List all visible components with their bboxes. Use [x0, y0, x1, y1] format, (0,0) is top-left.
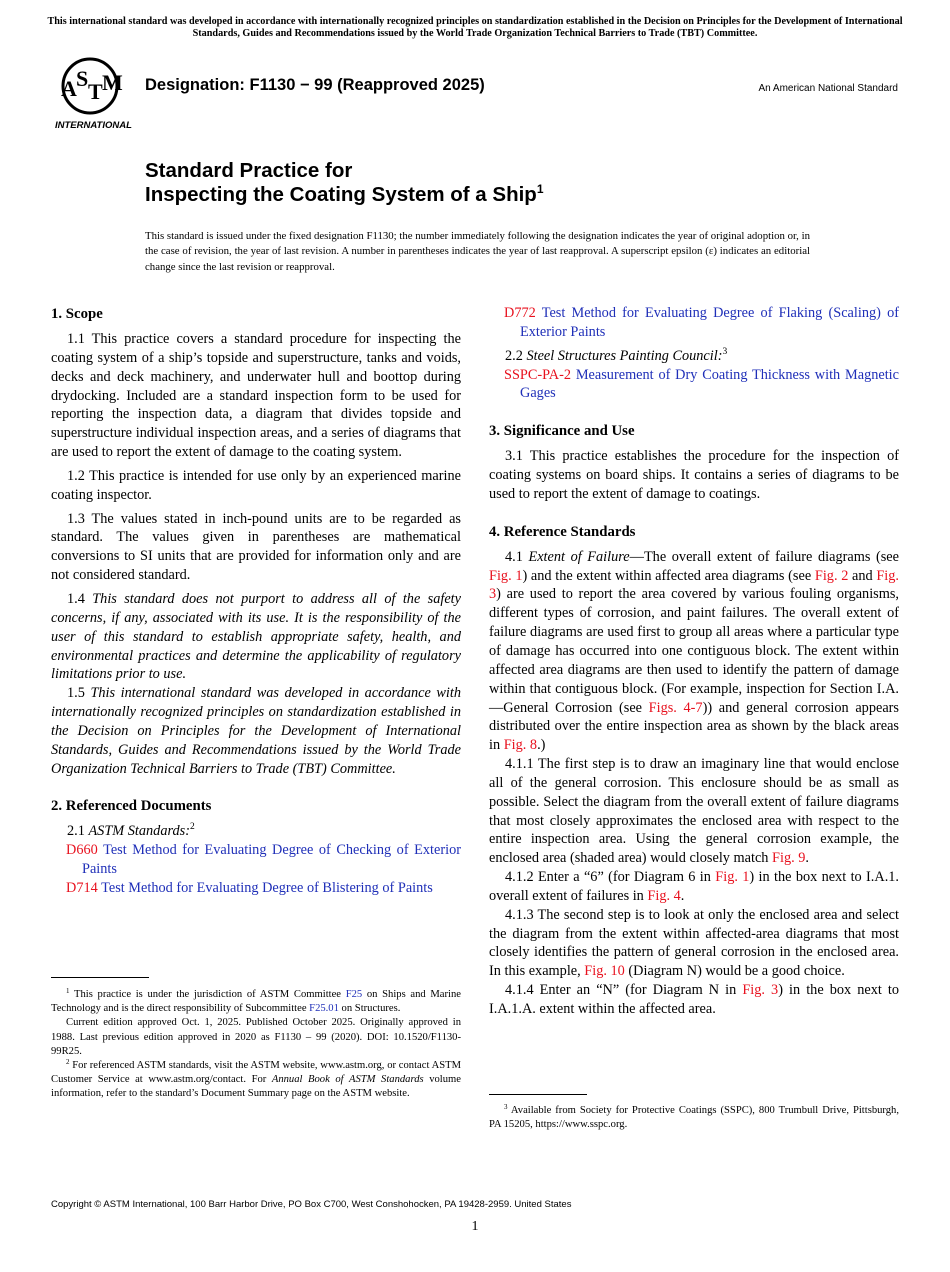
- link-fig-9[interactable]: Fig. 9: [772, 850, 806, 867]
- astm-logo: [52, 56, 136, 132]
- para-3-1: 3.1 This practice establishes the procedure for the inspection of coating systems on board ships. It contains a series of diagrams to be used to report the extent of damage to coatings.: [489, 448, 899, 502]
- link-fig-8[interactable]: Fig. 8: [503, 737, 538, 754]
- footnote-2: $^2$ For referenced ASTM standards, visit the ASTM website, www.astm.org, or contact ASTM Customer Service at www.astm.org/contact. For Annual Book of ASTM Standards volume information, refer to the standard’s Document Summary page on the ASTM website.: [51, 1058, 461, 1100]
- footnote-1-edition: Current edition approved Oct. 1, 2025. Published October 2025. Originally approved in 1988. Last previous edition approved in 2020 as F1130 – 99 (2020). DOI: 10.1520/F1130-99R25.: [51, 1017, 461, 1057]
- logo-text: INTERNATIONAL: [55, 120, 132, 131]
- link-fig-3-b[interactable]: Fig. 3: [742, 982, 779, 999]
- para-1-4: 1.4 This standard does not purport to address all of the safety concerns, if any, associated with its use. It is the responsibility of the user of this standard to establish appropriate safety, health, and environmental practices and determine the applicability of regulatory limitations prior to use.: [51, 590, 461, 683]
- link-fig-10[interactable]: Fig. 10: [584, 963, 625, 980]
- title-line2: Inspecting the Coating System of a Ship$^1$: [145, 182, 544, 206]
- footnotes-left: [51, 988, 461, 1102]
- svg-text:T: T: [88, 79, 103, 104]
- para-1-5: 1.5 This international standard was developed in accordance with internationally recognized principles on standardization established in the Decision on Principles for the Development of International Standards, Guides and Recommendations issued by the World Trade Organization Technical Barriers to Trade (TBT) Committee.: [51, 685, 462, 777]
- title-footnote-mark: 1: [536, 182, 544, 196]
- heading-scope: 1. Scope: [51, 306, 103, 322]
- footnote-3: $^3$ Available from Society for Protective Coatings (SSPC), 800 Trumbull Drive, Pittsburgh, PA 15205, https://www.sspc.org.: [489, 1103, 899, 1131]
- para-4-1: 4.1 Extent of Failure—The overall extent of failure diagrams (see Fig. 1) and the extent within affected area diagrams (see Fig. 2 and Fig. 3) are used to report the area covered by various fouling organisms, different types of corrosion, and paint failures. The overall extent of failure diagrams are used first to group all areas where a particular type of damage has occurred into one contiguous block. The extent within affected area diagrams are then used to identify the pattern of damage within that contiguous block. (For example, inspection for Section I.A.—General Corrosion (see Figs. 4-7)) and general corrosion appears distributed over the entire inspection area as shown by the black areas in Fig. 8.): [489, 548, 900, 754]
- page-number: 1: [471, 1219, 479, 1234]
- trade-notice: This international standard was developed in accordance with internationally recognized principles on standardization established in the Decision on Principles for the Development of International Standards, Guides and Recommendations issued by the World Trade Organization Technical Barriers to Trade (TBT) Committee.: [47, 16, 903, 40]
- footnote-1: $^1$ This practice is under the jurisdiction of ASTM Committee F25 on Ships and Marine Technology and is the direct responsibility of Subcommittee F25.01 on Structures.: [51, 987, 461, 1015]
- link-fig-1[interactable]: Fig. 1: [489, 567, 523, 584]
- link-fig-3[interactable]: Fig. 3: [489, 567, 899, 603]
- link-fig-2[interactable]: Fig. 2: [814, 567, 849, 584]
- copyright-notice: Copyright © ASTM International, 100 Barr Harbor Drive, PO Box C700, West Conshohocken, PA 19428-2959. United States: [51, 1199, 572, 1210]
- ref-d714[interactable]: D714 Test Method for Evaluating Degree of Blistering of Paints: [66, 879, 433, 896]
- link-f25-01[interactable]: F25.01: [309, 1003, 339, 1015]
- link-fig-4[interactable]: Fig. 4: [647, 887, 681, 904]
- ref-d660[interactable]: D660 Test Method for Evaluating Degree of Checking of Exterior Paints: [66, 842, 461, 878]
- footnote-rule-left: [51, 977, 149, 978]
- para-1-1: 1.1 This practice covers a standard procedure for inspecting the coating system of a ship’s topside and superstructure, tanks and voids, decks and deck machinery, and underwater hull and boottop during drydocking. Included are a standard inspection form to be used for reporting the inspection data, a diagram that divides topside and superstructure individual inspection areas, and a series of diagrams that are used to report the extent of damage to the coating system.: [51, 331, 461, 461]
- issuance-note: This standard is issued under the fixed designation F1130; the number immediately following the designation indicates the year of original adoption or, in the case of revision, the year of last revision. A number in parentheses indicates the year of last reapproval. A superscript epsilon (ε) indicates an editorial change since the last revision or reapproval.: [145, 230, 810, 273]
- heading-significance: 3. Significance and Use: [489, 423, 635, 440]
- para-2-2: 2.2 Steel Structures Painting Council:$^3$: [505, 346, 728, 364]
- link-fig-1-b[interactable]: Fig. 1: [715, 869, 750, 886]
- para-4-1-4: 4.1.4 Enter an “N” (for Diagram N in Fig. 3) in the box next to I.A.1.A. extent within the affected area.: [489, 982, 899, 1017]
- designation: Designation: F1130 − 99 (Reapproved 2025): [145, 76, 485, 94]
- svg-text:M: M: [102, 70, 123, 95]
- ref-sspc-pa-2[interactable]: SSPC-PA-2 Measurement of Dry Coating Thickness with Magnetic Gages: [504, 366, 899, 402]
- ref-d772[interactable]: D772 Test Method for Evaluating Degree of Flaking (Scaling) of Exterior Paints: [504, 305, 899, 340]
- american-national-standard: An American National Standard: [758, 83, 898, 94]
- para-2-1: 2.1 ASTM Standards:$^2$: [67, 822, 195, 840]
- svg-text:S: S: [76, 66, 89, 91]
- title-line1: Standard Practice for: [145, 159, 353, 182]
- footnotes-right: [489, 1104, 899, 1132]
- heading-referenced-documents: 2. Referenced Documents: [51, 798, 212, 815]
- para-4-1-1: 4.1.1 The first step is to draw an imaginary line that would enclose all of the general corrosion. This enclosure should be as small as possible. Select the diagram from the overall extent of failure diagrams that most closely approximates the enclosed area with respect to the entire inspection area. Using the general corrosion example, the enclosed area (shaded area) would closely match Fig. 9.: [489, 756, 899, 867]
- left-column: [51, 304, 461, 898]
- right-column: [489, 304, 899, 1019]
- heading-reference-standards: 4. Reference Standards: [489, 523, 636, 540]
- link-f25[interactable]: F25: [345, 989, 363, 1000]
- para-1-2: 1.2 This practice is intended for use only by an experienced marine coating inspector.: [51, 467, 461, 503]
- para-1-3: 1.3 The values stated in inch-pound units are to be regarded as standard. The values given in parentheses are mathematical conversions to SI units that are provided for information only and are not considered standard.: [51, 510, 461, 584]
- link-figs-4-7[interactable]: Figs. 4-7: [648, 699, 703, 716]
- svg-text:A: A: [61, 76, 77, 101]
- para-4-1-3: 4.1.3 The second step is to look at only the enclosed area and select the diagram from the extent within affected-area diagrams that most closely identifies the pattern of general corrosion in the enclosed area. In this example, Fig. 10 (Diagram N) would be a good choice.: [489, 906, 899, 980]
- para-4-1-2: 4.1.2 Enter a “6” (for Diagram 6 in Fig. 1) in the box next to I.A.1. overall extent of failures in Fig. 4.: [489, 869, 900, 904]
- footnote-rule-right: [489, 1094, 587, 1095]
- document-title: [145, 159, 544, 207]
